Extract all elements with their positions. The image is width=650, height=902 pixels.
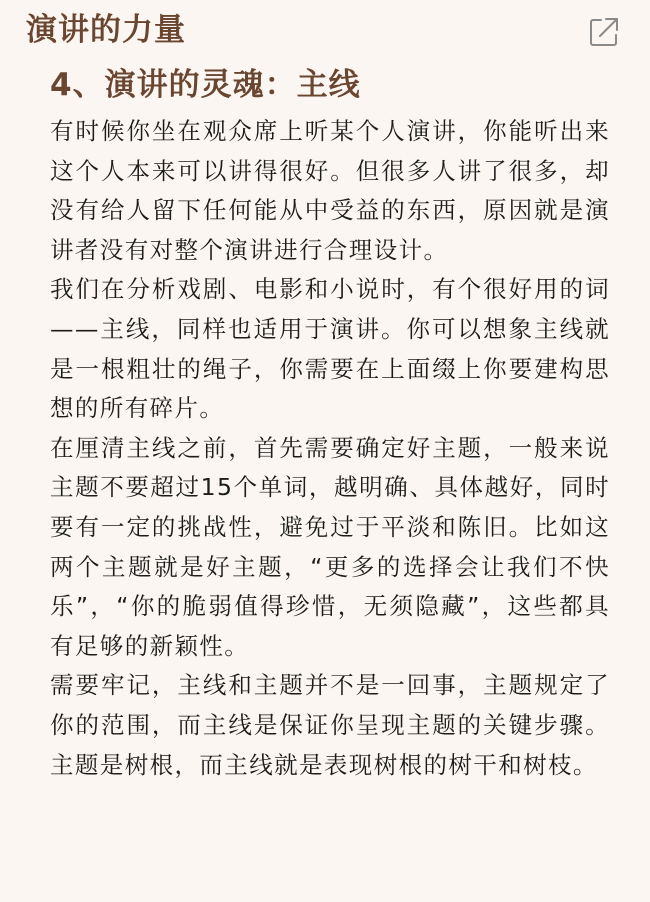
paragraph-1: 有时候你坐在观众席上听某个人演讲，你能听出来这个人本来可以讲得很好。但很多人讲了很多，却没有给人留下任何能从中受益的东西，原因就是演讲者没有对整个演讲进行合理设计。 (50, 117, 610, 264)
paragraph-3: 在厘清主线之前，首先需要确定好主题，一般来说主题不要超过15个单词，越明确、具体越好，同时要有一定的挑战性，避免过于平淡和陈旧。比如这两个主题就是好主题，“更多的选择会让我们不快乐”，“你的脆弱值得珍惜，无须隐藏”，这些都具有足够的新颖性。 (50, 433, 610, 660)
section-heading: 4、演讲的灵魂：主线 (50, 67, 361, 103)
article-body (50, 62, 610, 785)
paragraph-2: 我们在分析戏剧、电影和小说时，有个很好用的词——主线，同样也适用于演讲。你可以想象主线就是一根粗壮的绳子，你需要在上面缀上你要建构思想的所有碎片。 (50, 275, 610, 423)
share-external-icon[interactable] (586, 14, 622, 50)
paragraph-4: 需要牢记，主线和主题并不是一回事，主题规定了你的范围，而主线是保证你呈现主题的关键步骤。主题是树根，而主线就是表现树根的树干和树枝。 (50, 671, 610, 779)
top-bar (0, 0, 650, 60)
page-title: 演讲的力量 (26, 12, 186, 48)
